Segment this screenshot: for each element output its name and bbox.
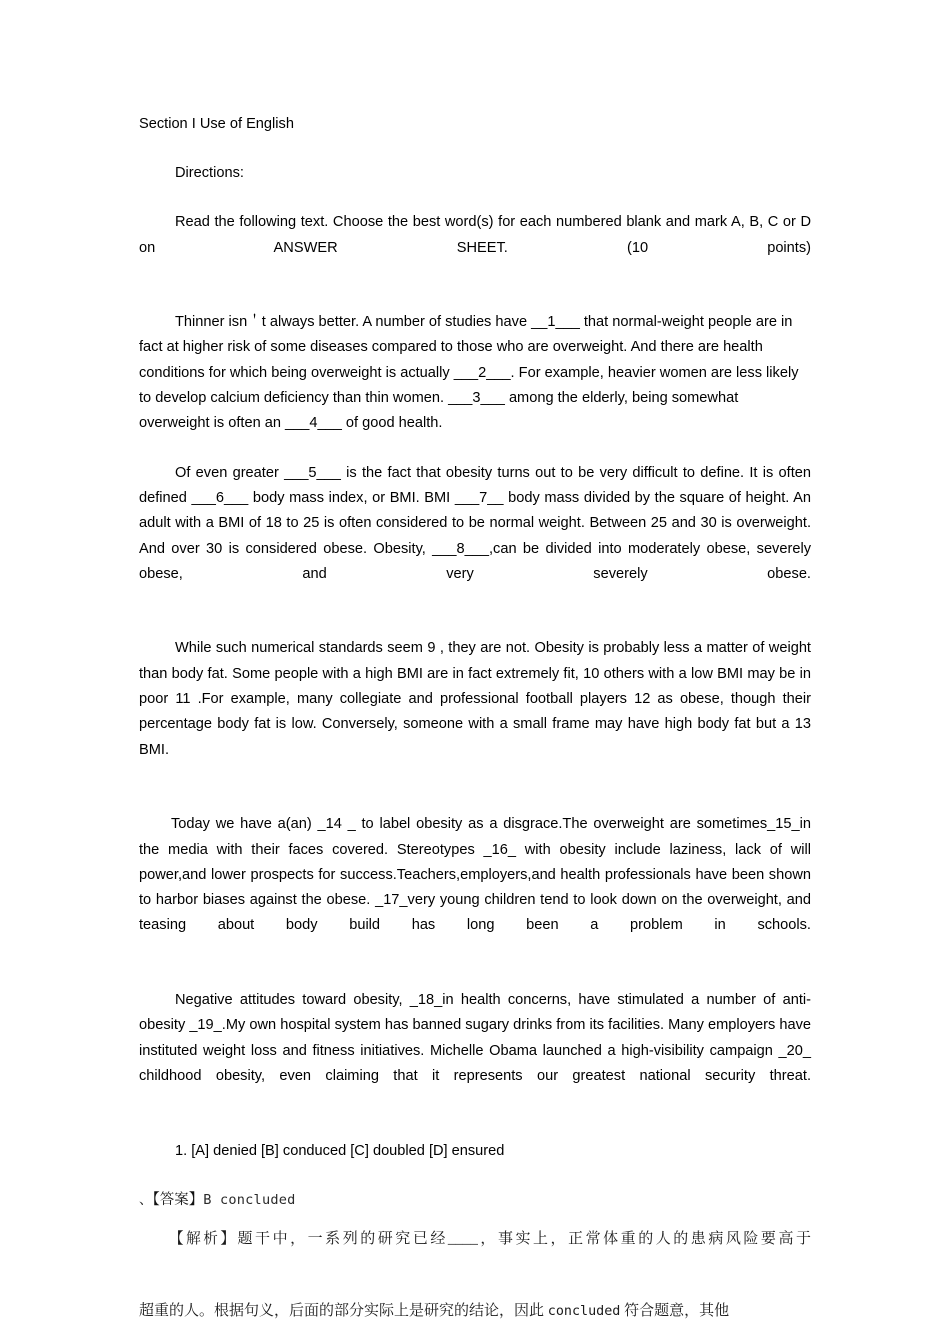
passage-paragraph-1: Thinner isn＇t always better. A number of studies have __1___ that normal-weight people are in fact at higher risk of some diseases compared to those who are overweight. And there are health conditions for which being overweight is actually ___2___. For example, heavier women are less likely to develop calcium deficiency than thin women. ___3___ among the elderly, being somewhat overweight is often an ___4___ of good health. bbox=[139, 314, 799, 432]
question-1-options: 1. [A] denied [B] conduced [C] doubled [D] ensured bbox=[175, 1142, 505, 1159]
section-heading: Section I Use of English bbox=[139, 116, 294, 132]
explanation-text-1: 题干中，一系列的研究已经____，事实上，正常体重的人的患病风险要高于 bbox=[237, 1230, 811, 1247]
directions-text: Read the following text. Choose the best word(s) for each numbered blank and mark A, B, C or D on ANSWER SHEET. (10 points) bbox=[139, 214, 811, 256]
passage-paragraph-2: Of even greater ___5___ is the fact that obesity turns out to be very difficult to define. It is often defined ___6___ body mass index, or BMI. BMI ___7__ body mass divided by the square of height. An adult with a BMI of 18 to 25 is often considered to be normal weight. Between 25 and 30 is overweight. And over 30 is considered obese. Obesity, ___8___,can be divided into moderately obese, severely obese, and very severely obese. bbox=[139, 464, 811, 582]
answer-bullet-mark: 、 bbox=[139, 1191, 153, 1208]
explanation-text-2-post: 符合题意，其他 bbox=[620, 1302, 730, 1319]
passage-paragraph-3: While such numerical standards seem 9 , they are not. Obesity is probably less a matter of weight than body fat. Some people with a high BMI are in fact extremely fit, 10 others with a low BMI may be in poor 11 .For example, many collegiate and professional football players 12 as obese, though their percentage body fat is low. Conversely, someone with a small frame may have high body fat but a 13 BMI. bbox=[139, 640, 811, 758]
explanation-label: 【解析】 bbox=[169, 1229, 238, 1247]
explanation-keyword: concluded bbox=[547, 1303, 621, 1319]
answer-value: B concluded bbox=[203, 1191, 296, 1208]
explanation-line-2 bbox=[139, 1293, 811, 1330]
explanation-line-1 bbox=[139, 1221, 811, 1293]
explanation-text-2-pre: 超重的人。根据句义，后面的部分实际上是研究的结论，因此 bbox=[139, 1302, 548, 1319]
answer-line bbox=[139, 1188, 811, 1213]
directions-label: Directions: bbox=[175, 165, 244, 181]
answer-label: 【答案】 bbox=[152, 1191, 204, 1208]
passage-paragraph-5: Negative attitudes toward obesity, _18_in health concerns, have stimulated a number of anti-obesity _19_.My own hospital system has banned sugary drinks from its facilities. Many employers have instituted weight loss and fitness initiatives. Michelle Obama launched a high-visibility campaign _20_ childhood obesity, even claiming that it represents our greatest national security threat. bbox=[139, 992, 811, 1084]
passage-paragraph-4: Today we have a(an) _14 _ to label obesity as a disgrace.The overweight are sometimes_15_in the media with their faces covered. Stereotypes _16_ with obesity include laziness, lack of will power,and lower prospects for success.Teachers,employers,and health professionals have been shown to harbor biases against the obese. _17_very young children tend to look down on the overweight, and teasing about body build has long been a problem in schools. bbox=[139, 816, 811, 934]
document-body bbox=[139, 112, 811, 1330]
